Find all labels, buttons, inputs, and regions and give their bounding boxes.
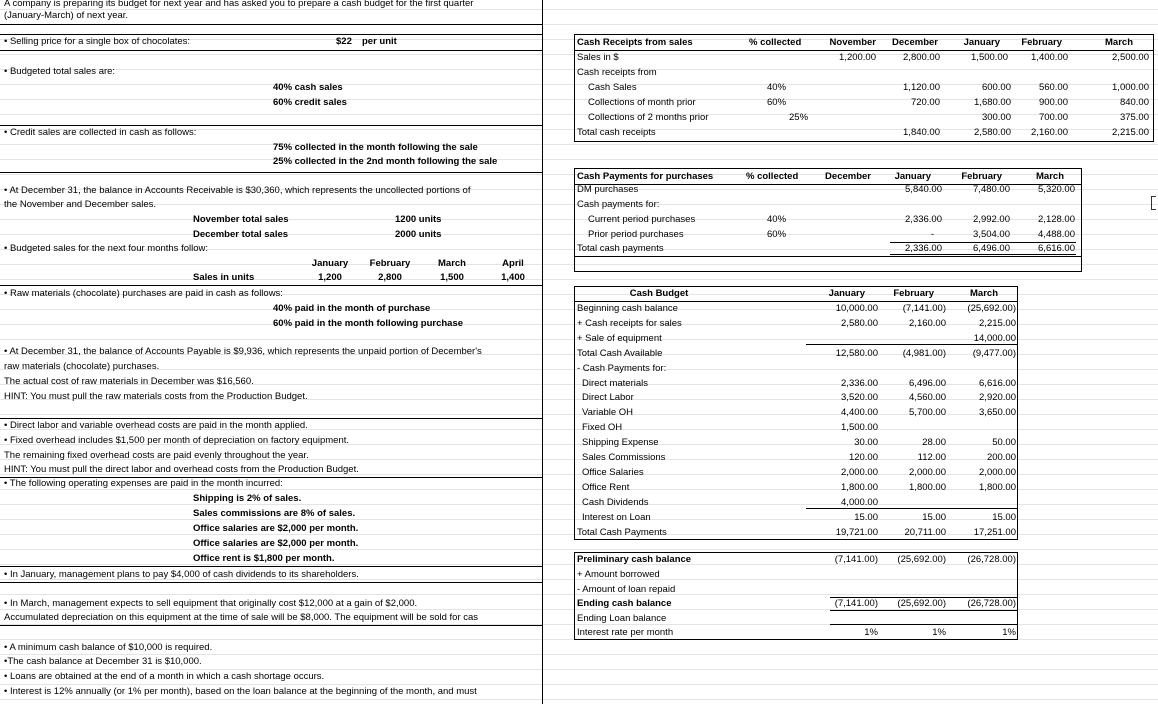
units-header-jan: January [311, 258, 349, 269]
gridline [0, 654, 1158, 655]
budget-cell: 17,251.00 [973, 526, 1016, 538]
budget-cell: 1,800.00 [841, 481, 878, 493]
units-header-apr: April [502, 258, 524, 269]
gridline [0, 669, 1158, 670]
loans-line: • Loans are obtained at the end of a month in which a cash shortage occurs. [4, 671, 325, 682]
budget-month-mar: March [970, 288, 998, 299]
units-row-label: Sales in units [193, 272, 255, 283]
budget-row-label: Fixed OH [582, 422, 623, 434]
budget-cell: 120.00 [848, 452, 878, 463]
current-purchases-feb: 2,992.00 [973, 214, 1010, 225]
sales-jan: 1,500.00 [971, 52, 1008, 63]
opex-label: • The following operating expenses are paid in the month incurred: [4, 478, 283, 489]
shipping-rate: Shipping is 2% of sales. [193, 493, 302, 504]
payments-month-jan: January [894, 171, 931, 182]
budget-cell: 30.00 [854, 437, 878, 449]
budget-cell: 12,580.00 [835, 347, 878, 359]
prior-purchases-jan: - [930, 229, 934, 240]
total-receipts-dec: 1,840.00 [903, 127, 940, 138]
budget-row-label: Variable OH [582, 407, 634, 419]
cash-sales-feb: 560.00 [1038, 82, 1068, 93]
dm-purchases-label: DM purchases [577, 184, 639, 195]
collect-next-month: 75% collected in the month following the sale [273, 142, 478, 153]
selling-price-unit: per unit [362, 36, 397, 47]
rm-cost-dec: The actual cost of raw materials in December was $16,560. [4, 376, 254, 387]
payments-month-mar: March [1036, 171, 1064, 182]
payments-month-feb: February [961, 171, 1002, 182]
budget-cell: 19,721.00 [835, 526, 878, 538]
budget-cell: 50.00 [992, 437, 1016, 449]
budget-row-label: - Amount of loan repaid [577, 584, 676, 595]
budget-row-label: Office Rent [582, 481, 630, 493]
budget-cell: 15.00 [992, 511, 1016, 523]
receipts-from-label: Cash receipts from [577, 67, 657, 78]
budget-row-label: + Sale of equipment [577, 332, 662, 344]
loan-balance-line [830, 624, 1018, 625]
sales-dec: 2,800.00 [903, 52, 940, 63]
budget-cell: (7,141.00) [834, 598, 878, 609]
total-receipts-jan: 2,580.00 [974, 127, 1011, 138]
budget-cell: 3,650.00 [979, 407, 1016, 419]
budget-row-label: - Cash Payments for: [577, 362, 667, 374]
current-purchases-label: Current period purchases [588, 214, 696, 225]
total-payments-feb: 6,496.00 [973, 243, 1010, 254]
salaries-line-2: Office salaries are $2,000 per month. [193, 538, 359, 549]
receipts-month-nov: November [829, 37, 876, 48]
budget-cell: 4,560.00 [909, 392, 946, 404]
budget-cell: 1,800.00 [979, 481, 1016, 493]
budget-cell: 200.00 [986, 452, 1016, 463]
selling-price-value: $22 [336, 36, 352, 47]
receipts-month-dec: December [892, 37, 938, 48]
payments-title: Cash Payments for purchases [577, 171, 714, 182]
current-purchases-pct: 40% [767, 214, 787, 225]
commission-rate: Sales commissions are 8% of sales. [193, 508, 356, 519]
budget-cell: (25,692.00) [897, 598, 946, 609]
budget-cell: 112.00 [917, 452, 946, 463]
budget-cell: 2,336.00 [841, 377, 878, 389]
units-apr: 1,400 [501, 272, 525, 283]
budget-cell: 2,000.00 [979, 466, 1016, 478]
payments-month-dec: December [825, 171, 871, 182]
budget-row-label: Sales Commissions [582, 452, 666, 463]
budget-row-label: Beginning cash balance [577, 303, 678, 314]
foh-remaining: The remaining fixed overhead costs are paid evenly throughout the year. [4, 450, 309, 461]
cash-dec31-line: •The cash balance at December 31 is $10,000. [4, 656, 202, 667]
current-purchases-mar: 2,128.00 [1038, 214, 1075, 225]
next-four-months-label: • Budgeted sales for the next four months follow: [4, 243, 208, 254]
budget-row-label: Preliminary cash balance [577, 554, 692, 565]
credit-collect-label: • Credit sales are collected in cash as follows: [4, 127, 197, 138]
rm-paid-month: 40% paid in the month of purchase [273, 303, 431, 314]
units-header-feb: February [369, 258, 411, 269]
equipment-line-1: • In March, management expects to sell equipment that originally cost $12,000 at a gain of $2,000. [4, 598, 418, 609]
units-jan: 1,200 [318, 272, 342, 283]
ap-line-2: raw materials (chocolate) purchases. [4, 361, 160, 372]
dec-sales-label: December total sales [193, 229, 289, 240]
budget-row-label: Direct materials [582, 377, 648, 389]
budget-cell: 2,000.00 [909, 466, 946, 478]
budget-row-label: Direct Labor [582, 392, 634, 404]
payments-pct-header: % collected [746, 171, 799, 182]
dec-sales-value: 2000 units [395, 229, 442, 240]
dm-purchases-feb: 7,480.00 [973, 184, 1010, 195]
budget-row-label: Total Cash Available [577, 347, 663, 359]
two-months-prior-jan: 300.00 [981, 112, 1011, 123]
budget-row-label: Shipping Expense [582, 437, 659, 449]
total-available-line [806, 344, 1018, 345]
month-prior-pct: 60% [767, 97, 787, 108]
sales-feb: 1,400.00 [1031, 52, 1068, 63]
receipts-month-feb: February [1021, 37, 1062, 48]
budget-row-label: + Amount borrowed [577, 569, 660, 580]
units-feb: 2,800 [378, 272, 402, 283]
total-payments-jan: 2,336.00 [905, 243, 942, 254]
sales-dollar-label: Sales in $ [577, 52, 619, 63]
budget-cell: 1% [864, 627, 878, 638]
budget-cell: (25,692.00) [897, 554, 946, 565]
gridline [0, 549, 1158, 550]
dm-purchases-mar: 5,320.00 [1038, 184, 1075, 195]
rm-label: • Raw materials (chocolate) purchases are paid in cash as follows: [4, 288, 283, 299]
dm-purchases-jan: 5,840.00 [905, 184, 942, 195]
budget-cell: 15.00 [854, 511, 878, 523]
dl-line: • Direct labor and variable overhead costs are paid in the month applied. [4, 420, 308, 431]
collect-2nd-month: 25% collected in the 2nd month following the sale [273, 156, 498, 167]
budget-cell: 20,711.00 [904, 526, 946, 538]
budget-row-label: Ending cash balance [577, 598, 672, 609]
budget-cell: 1,500.00 [841, 422, 878, 434]
budget-cell: 1% [932, 627, 946, 638]
budget-cell: (7,141.00) [834, 554, 878, 565]
budget-cell: 2,580.00 [841, 317, 878, 329]
budget-title: Cash Budget [629, 288, 689, 299]
ap-line-1: • At December 31, the balance of Accounts Payable is $9,936, which represents the unpaid portion of December's [4, 346, 482, 357]
ar-line-2: the November and December sales. [4, 199, 157, 210]
budget-cell: 1% [1002, 627, 1016, 638]
ending-balance-top-line [830, 597, 1018, 598]
budget-cell: 1,800.00 [909, 481, 946, 493]
prior-purchases-feb: 3,504.00 [973, 229, 1010, 240]
two-months-prior-mar: 375.00 [1119, 112, 1149, 123]
budget-cell: (25,692.00) [967, 303, 1016, 314]
budget-cell: 28.00 [922, 437, 946, 449]
gridline [0, 144, 1158, 145]
hint-production-rm: HINT: You must pull the raw materials costs from the Production Budget. [4, 391, 308, 402]
budget-cell: 14,000.00 [973, 332, 1016, 344]
budget-cell: 2,920.00 [979, 392, 1016, 404]
total-receipts-label: Total cash receipts [577, 127, 656, 138]
payments-total-line [806, 508, 1018, 509]
hint-production-dl: HINT: You must pull the direct labor and overhead costs from the Production Budget. [4, 464, 359, 475]
equipment-line-2: Accumulated depreciation on this equipment at the time of sale will be $8,000. The equipment will be sold for cas [4, 612, 479, 623]
total-payments-mar: 6,616.00 [1038, 243, 1075, 254]
prior-purchases-pct: 60% [767, 229, 787, 240]
total-receipts-mar: 2,215.00 [1112, 127, 1149, 138]
cell-cursor-icon [1151, 196, 1156, 210]
budget-row-label: Interest on Loan [582, 511, 651, 523]
receipts-month-mar: March [1105, 37, 1133, 48]
two-months-prior-pct: 25% [789, 112, 809, 123]
two-months-prior-label: Collections of 2 months prior [588, 112, 709, 123]
budget-cell: (26,728.00) [967, 598, 1016, 609]
budget-cell: (9,477.00) [972, 347, 1016, 359]
rm-paid-next: 60% paid in the month following purchase [273, 318, 464, 329]
units-mar: 1,500 [440, 272, 464, 283]
budget-cell: 2,160.00 [909, 317, 946, 329]
budget-cell: 6,616.00 [979, 377, 1016, 389]
two-months-prior-feb: 700.00 [1038, 112, 1068, 123]
nov-sales-label: November total sales [193, 214, 289, 225]
min-cash-line: • A minimum cash balance of $10,000 is required. [4, 642, 213, 653]
budget-cell: (7,141.00) [902, 303, 946, 314]
salaries-line-1: Office salaries are $2,000 per month. [193, 523, 359, 534]
rent-line: Office rent is $1,800 per month. [193, 553, 335, 564]
receipts-pct-header: % collected [749, 37, 802, 48]
intro-line-1: A company is preparing its budget for next year and has asked you to prepare a cash budget for the first quarter [4, 0, 474, 9]
month-prior-mar: 840.00 [1119, 97, 1149, 108]
budget-cell: 2,215.00 [979, 317, 1016, 329]
dividends-line: • In January, management plans to pay $4,000 of cash dividends to its shareholders. [4, 569, 359, 580]
budget-cell: 10,000.00 [835, 303, 878, 314]
month-prior-jan: 1,680.00 [974, 97, 1011, 108]
prior-purchases-label: Prior period purchases [588, 229, 684, 240]
interest-line: • Interest is 12% annually (or 1% per month), based on the loan balance at the beginning of the month, and must [4, 686, 477, 697]
cash-sales-pct: 40% cash sales [273, 82, 343, 93]
nov-sales-value: 1200 units [395, 214, 442, 225]
budget-cell: 6,496.00 [909, 377, 946, 389]
cash-sales-label: Cash Sales [588, 82, 637, 93]
budget-row-label: + Cash receipts for sales [577, 317, 682, 329]
credit-sales-pct: 60% credit sales [273, 97, 347, 108]
selling-price-label: • Selling price for a single box of chocolates: [4, 36, 191, 47]
current-purchases-jan: 2,336.00 [905, 214, 942, 225]
budget-row-label: Cash Dividends [582, 496, 649, 508]
budget-cell: 5,700.00 [909, 407, 946, 419]
budget-row-label: Office Salaries [582, 466, 644, 478]
intro-line-2: (January-March) of next year. [4, 10, 129, 21]
budget-cell: 2,000.00 [841, 466, 878, 478]
receipts-title: Cash Receipts from sales [577, 37, 693, 48]
month-prior-feb: 900.00 [1038, 97, 1068, 108]
gridline [0, 684, 1158, 685]
cash-sales-dec: 1,120.00 [903, 82, 940, 93]
units-header-mar: March [438, 258, 466, 269]
budget-row-label: Interest rate per month [577, 627, 674, 638]
sales-nov: 1,200.00 [839, 52, 876, 63]
gridline [0, 699, 1158, 700]
budget-cell: 3,520.00 [841, 392, 878, 404]
ar-line-1: • At December 31, the balance in Accounts Receivable is $30,360, which represents the uncollected portions of [4, 185, 471, 196]
cash-sales-mar: 1,000.00 [1112, 82, 1149, 93]
month-prior-dec: 720.00 [910, 97, 940, 108]
budget-cell: 4,000.00 [841, 496, 878, 508]
budget-row-label: Total Cash Payments [577, 526, 667, 538]
budgeted-sales-label: • Budgeted total sales are: [4, 66, 116, 77]
prior-purchases-mar: 4,488.00 [1038, 229, 1075, 240]
budget-cell: 4,400.00 [841, 407, 878, 419]
receipts-month-jan: January [963, 37, 1000, 48]
cash-sales-jan: 600.00 [981, 82, 1011, 93]
total-payments-label: Total cash payments [577, 243, 664, 254]
total-receipts-feb: 2,160.00 [1031, 127, 1068, 138]
budget-cell: (26,728.00) [967, 554, 1016, 565]
sales-mar: 2,500.00 [1112, 52, 1149, 63]
month-prior-label: Collections of month prior [588, 97, 696, 108]
budget-row-label: Ending Loan balance [577, 613, 667, 624]
budget-month-feb: February [893, 288, 934, 299]
budget-cell: (4,981.00) [902, 347, 946, 359]
ending-balance-bottom-line [830, 610, 1018, 611]
gridline [0, 279, 1158, 280]
budget-month-jan: January [828, 288, 865, 299]
gridline [0, 159, 1158, 160]
budget-cell: 15.00 [922, 511, 946, 523]
foh-line: • Fixed overhead includes $1,500 per month of depreciation on factory equipment. [4, 435, 350, 446]
cash-sales-pct-cell: 40% [767, 82, 787, 93]
payments-for-label: Cash payments for: [577, 199, 660, 210]
